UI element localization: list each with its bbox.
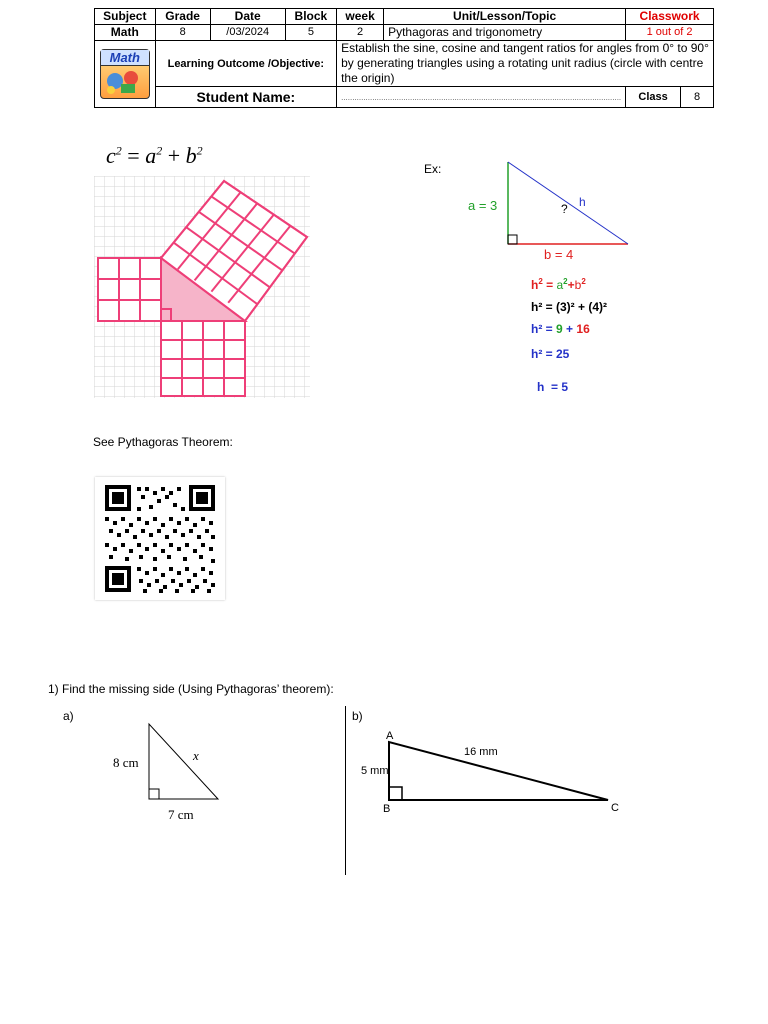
week-value: 2: [337, 25, 384, 41]
outcome-text: Establish the sine, cosine and tangent ratios for angles from 0° to 90° by generating triangles using a rotating unit radius (circle with centre the origin): [337, 41, 714, 87]
student-name-label: Student Name:: [155, 87, 336, 108]
example-step-4: h² = 25: [531, 347, 570, 361]
class-value: 8: [693, 90, 701, 103]
topic-label: Unit/Lesson/Topic: [384, 9, 626, 25]
topic-value: Pythagoras and trigonometry: [384, 25, 626, 41]
question-part-b-label: b): [352, 709, 363, 723]
example-step-5: h = 5: [537, 380, 569, 394]
class-label: Class: [626, 87, 681, 107]
example-unknown: ?: [561, 202, 568, 216]
pythagoras-squares-diagram: [94, 176, 310, 398]
example-step-3: h² = 9 + 16: [531, 322, 590, 336]
triangle-a-hypotenuse: x: [193, 748, 199, 763]
subject-label: Subject: [95, 9, 156, 25]
example-side-h: h: [579, 195, 586, 209]
qr-code[interactable]: [95, 477, 225, 600]
page-count: 1 out of 2: [626, 25, 714, 41]
example-side-a: a = 3: [468, 198, 498, 213]
math-logo-cell: [95, 41, 156, 108]
date-value: /03/2024: [210, 25, 285, 41]
subject-value: Math: [95, 25, 156, 41]
question-title: 1) Find the missing side (Using Pythagoras’ theorem):: [48, 682, 334, 696]
triangle-b: [380, 735, 620, 810]
triangle-b-vertex-b: B: [383, 803, 391, 815]
outcome-label: Learning Outcome /Objective:: [155, 41, 336, 87]
triangle-b-vertex-c: C: [611, 802, 619, 814]
triangle-a-side-1: 8 cm: [113, 755, 139, 770]
header-table: [94, 8, 714, 108]
class-cell: [626, 87, 714, 108]
classwork-label: Classwork: [626, 9, 714, 25]
math-logo-icon: Math: [100, 49, 150, 99]
student-name-field[interactable]: ..............................................................................................................................: [337, 87, 626, 108]
example-label: Ex:: [424, 162, 442, 176]
block-value: 5: [285, 25, 336, 41]
block-label: Block: [285, 9, 336, 25]
triangle-b-hypotenuse: 16 mm: [464, 746, 498, 758]
example-side-b: b = 4: [544, 247, 574, 262]
triangle-b-vertex-a: A: [386, 730, 394, 742]
pythagoras-formula: $c^2 = a^2 + b^2$: [106, 143, 203, 168]
grade-value: 8: [155, 25, 210, 41]
column-divider: [345, 706, 346, 875]
example-step-1: $h^2 = a^2+b^2$: [531, 277, 586, 292]
see-theorem-text: See Pythagoras Theorem:: [93, 435, 233, 449]
triangle-a: [140, 720, 230, 810]
grade-label: Grade: [155, 9, 210, 25]
question-part-a-label: a): [63, 709, 74, 723]
week-label: week: [337, 9, 384, 25]
triangle-a-side-2: 7 cm: [168, 807, 194, 822]
triangle-b-side-1: 5 mm: [361, 765, 389, 777]
example-step-2: h² = (3)² + (4)²: [531, 300, 608, 314]
qr-code-icon: [95, 477, 225, 600]
date-label: Date: [210, 9, 285, 25]
